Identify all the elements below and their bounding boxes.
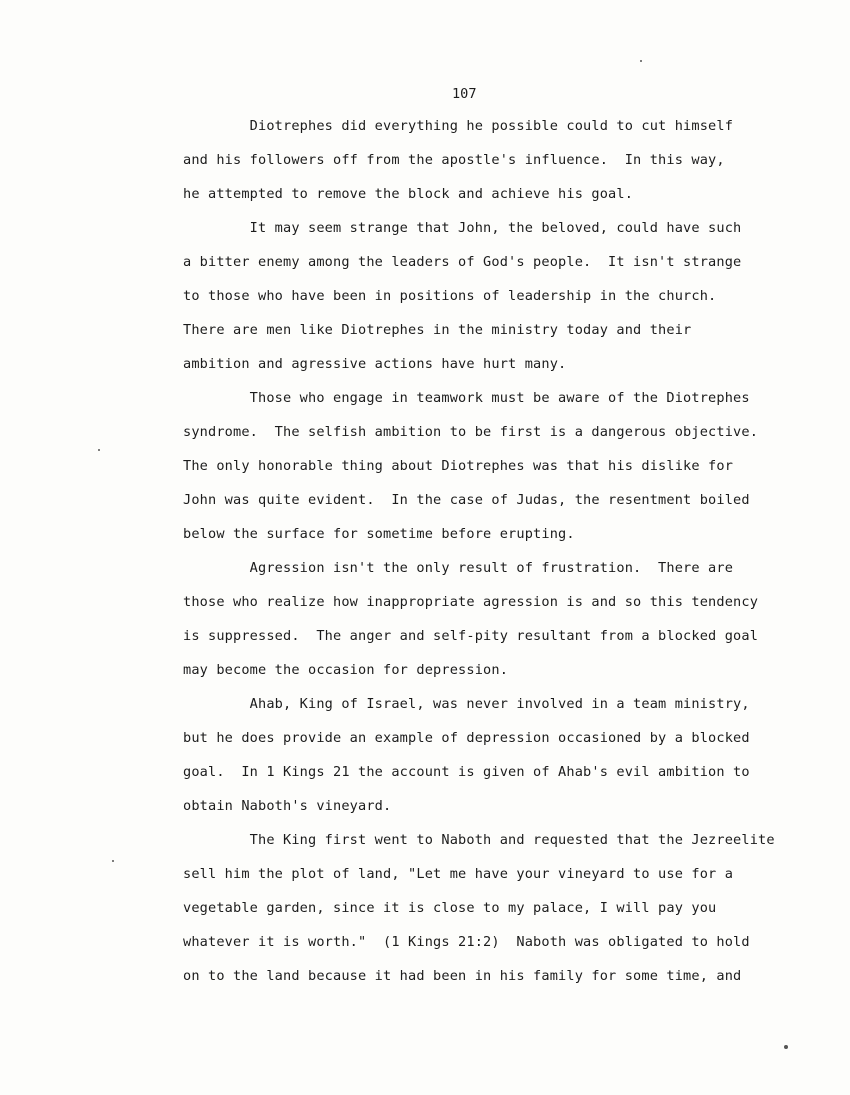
text-line: vegetable garden, since it is close to my palace, I will pay you	[183, 900, 717, 916]
text-line: those who realize how inappropriate agression is and so this tendency	[183, 594, 759, 610]
text-line: whatever it is worth." (1 Kings 21:2) Naboth was obligated to hold	[183, 934, 750, 950]
scan-speck	[784, 1045, 788, 1049]
page-number: 107	[452, 86, 477, 102]
text-line: a bitter enemy among the leaders of God's people. It isn't strange	[183, 254, 742, 270]
text-line: Ahab, King of Israel, was never involved in a team ministry,	[183, 696, 750, 712]
scan-speck	[98, 449, 100, 451]
text-line: to those who have been in positions of leadership in the church.	[183, 288, 717, 304]
text-line: Those who engage in teamwork must be aware of the Diotrephes	[183, 390, 750, 406]
text-line: below the surface for sometime before erupting.	[183, 526, 575, 542]
text-line: The King first went to Naboth and requested that the Jezreelite	[183, 832, 775, 848]
text-line: Agression isn't the only result of frustration. There are	[183, 560, 734, 576]
text-line: he attempted to remove the block and achieve his goal.	[183, 186, 634, 202]
text-line: and his followers off from the apostle's influence. In this way,	[183, 152, 725, 168]
text-line: is suppressed. The anger and self-pity resultant from a blocked goal	[183, 628, 759, 644]
text-line: There are men like Diotrephes in the ministry today and their	[183, 322, 692, 338]
text-line: ambition and agressive actions have hurt many.	[183, 356, 567, 372]
text-line: John was quite evident. In the case of Judas, the resentment boiled	[183, 492, 750, 508]
text-line: but he does provide an example of depression occasioned by a blocked	[183, 730, 750, 746]
scan-speck	[640, 60, 642, 62]
text-line: may become the occasion for depression.	[183, 662, 509, 678]
text-line: Diotrephes did everything he possible could to cut himself	[183, 118, 734, 134]
text-line: It may seem strange that John, the beloved, could have such	[183, 220, 742, 236]
text-line: obtain Naboth's vineyard.	[183, 798, 392, 814]
text-line: syndrome. The selfish ambition to be first is a dangerous objective.	[183, 424, 759, 440]
text-line: goal. In 1 Kings 21 the account is given of Ahab's evil ambition to	[183, 764, 750, 780]
scan-speck	[112, 860, 114, 862]
text-line: sell him the plot of land, "Let me have your vineyard to use for a	[183, 866, 734, 882]
text-line: The only honorable thing about Diotrephes was that his dislike for	[183, 458, 734, 474]
text-line: on to the land because it had been in his family for some time, and	[183, 968, 742, 984]
